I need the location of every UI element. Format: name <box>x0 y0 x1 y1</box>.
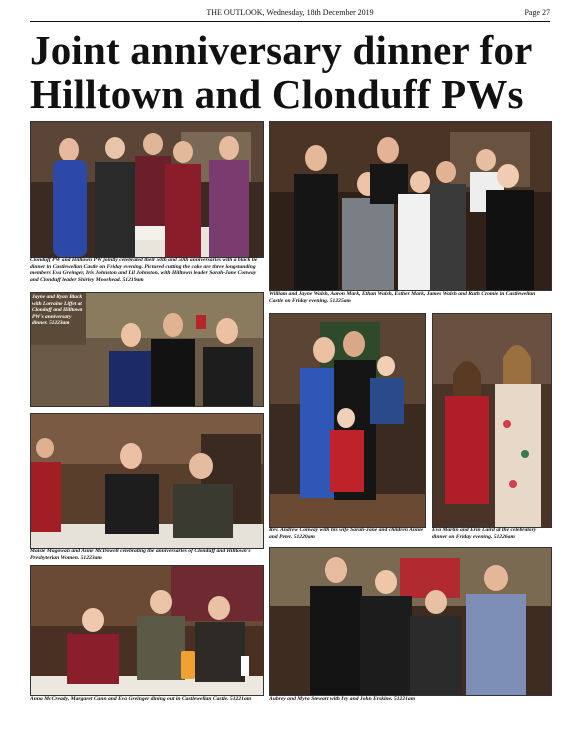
photo-dining <box>30 565 264 696</box>
photo-conway-family <box>269 313 426 528</box>
caption-dining: Anna McCready, Margaret Cann and Eva Greinger dining out in Castlewellan Castle. 51221am <box>30 696 252 702</box>
caption-stewart-erskine: Aubrey and Myra Stewart with Ivy and John Erskine. 51221am <box>269 696 416 702</box>
page-number: Page 27 <box>524 8 550 17</box>
headline-line-2: Hilltown and Clonduff PWs <box>30 71 524 117</box>
caption-conway-family: Rev. Andrew Conway with his wife Sarah-Jane and children Annie and Peter. 51220am <box>269 527 424 540</box>
page-header <box>30 8 550 22</box>
photo-cake-cutting <box>30 121 264 258</box>
photo-magowan-mcdowell <box>30 413 264 549</box>
photo-walsh-family <box>269 121 552 291</box>
publication-date: THE OUTLOOK, Wednesday, 18th December 2019 <box>206 8 374 17</box>
caption-walsh-family: William and Jayne Walsh, Aaron Mark, Ethan Walsh, Esther Mark, James Walsh and Ruth Cromie in Castlewellan Castle on Friday evening. 51225am <box>269 291 536 304</box>
headline-line-1: Joint anniversary dinner for <box>30 27 533 73</box>
caption-magowan-mcdowell: Maisie Magowan and Anne McDowell celebrating the anniversaries of Clonduff and Hilltown's Presbyterian Women. 51223am <box>30 548 251 561</box>
photo-stewart-erskine <box>269 547 552 696</box>
caption-martin-laird: Eva Martin and Erin Laird at the celebratory dinner on Friday evening. 51226am <box>432 527 537 540</box>
photo-martin-laird <box>432 313 552 528</box>
caption-black-lifton: Jayne and Ryan Black with Lorraine Liffet at Clonduff and Hilltown PW's anniversary dinner. 51223am <box>32 294 83 327</box>
headline <box>30 28 550 116</box>
caption-cake-cutting: Clonduff PW and Hilltown PW jointly celebrated their 50th and 50th anniversaries with a black tie dinner in Castlewellan Castle on Friday evening. Pictured cutting the cake are three longstanding members Eva Greinger, Iris Johnston and Lil Johnston, with Hilltown leader Sarah-Jane Conway and Clonduff leader Shirley Moorhead. 51219am <box>30 257 258 283</box>
header-rule <box>30 21 550 22</box>
